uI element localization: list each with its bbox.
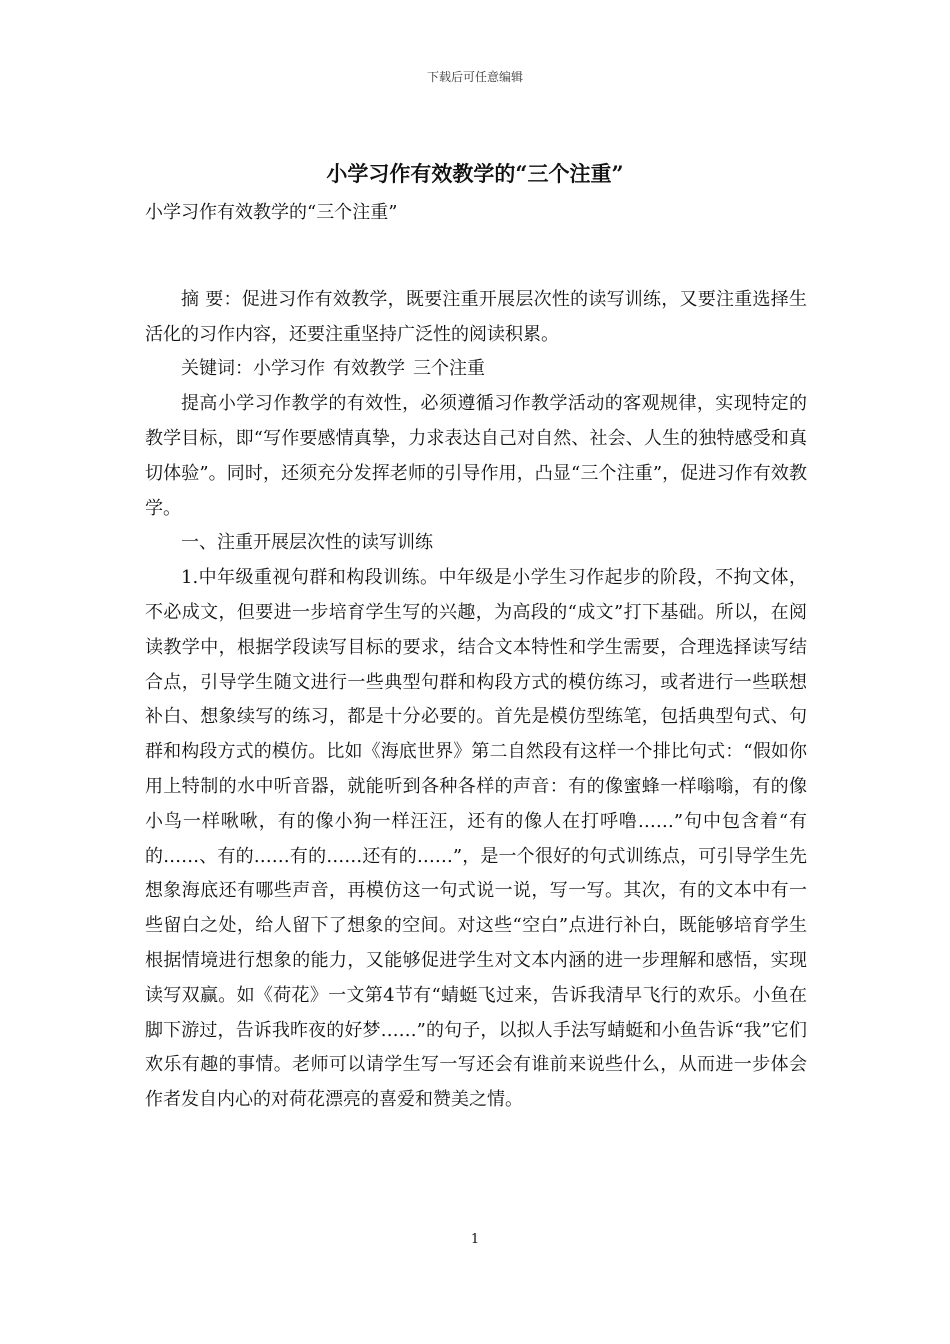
- intro-paragraph: 提高小学习作教学的有效性，必须遵循习作教学活动的客观规律，实现特定的教学目标，即“写作要感情真挚，力求表达自己对自然、社会、人生的独特感受和真切体验”。同时，还须充分发挥老师的引导作用，凸显“三个注重”，促进习作有效教学。: [145, 393, 807, 519]
- keyword-item: 小学习作: [253, 358, 325, 380]
- keyword-item: 有效教学: [333, 358, 405, 380]
- header-note: 下载后可任意编辑: [426, 70, 523, 84]
- page-number: 1: [470, 1232, 480, 1247]
- section-heading: 一、注重开展层次性的读写训练: [181, 532, 433, 554]
- document-body: [145, 196, 807, 1118]
- body-paragraph: 1.中年级重视句群和构段训练。中年级是小学生习作起步的阶段，不拘文体，不必成文，但要进一步培育学生写的兴趣，为高段的“成文”打下基础。所以，在阅读教学中，根据学段读写目标的要求，结合文本特性和学生需要，合理选择读写结合点，引导学生随文进行一些典型句群和构段方式的模仿练习，或者进行一些联想补白、想象续写的练习，都是十分必要的。首先是模仿型练笔，包括典型句式、句群和构段方式的模仿。比如《海底世界》第二自然段有这样一个排比句式：“假如你用上特制的水中听音器，就能听到各种各样的声音：有的像蜜蜂一样嗡嗡，有的像小鸟一样啾啾，有的像小狗一样汪汪，还有的像人在打呼噜……”句中包含着“有的……、有的……有的……还有的……”，是一个很好的句式训练点，可引导学生先想象海底还有哪些声音，再模仿这一句式说一说，写一写。其次，有的文本中有一些留白之处，给人留下了想象的空间。对这些“空白”点进行补白，既能够培育学生根据情境进行想象的能力，又能够促进学生对文本内涵的进一步理解和感悟，实现读写双赢。如《荷花》一文第4节有“蜻蜓飞过来，告诉我清早飞行的欢乐。小鱼在脚下游过，告诉我昨夜的好梦……”的句子，以拟人手法写蜻蜓和小鱼告诉“我”它们欢乐有趣的事情。老师可以请学生写一写还会有谁前来说些什么，从而进一步体会作者发自内心的对荷花漂亮的喜爱和赞美之情。: [145, 567, 807, 1111]
- keywords-line: [145, 352, 807, 387]
- document-title: 小学习作有效教学的“三个注重”: [326, 161, 624, 186]
- keywords-label: 关键词：: [181, 358, 253, 380]
- document-subtitle: 小学习作有效教学的“三个注重”: [145, 202, 398, 223]
- keyword-item: 三个注重: [413, 358, 485, 380]
- abstract-paragraph: 摘 要：促进习作有效教学，既要注重开展层次性的读写训练，又要注重选择生活化的习作内容，还要注重坚持广泛性的阅读积累。: [145, 288, 807, 345]
